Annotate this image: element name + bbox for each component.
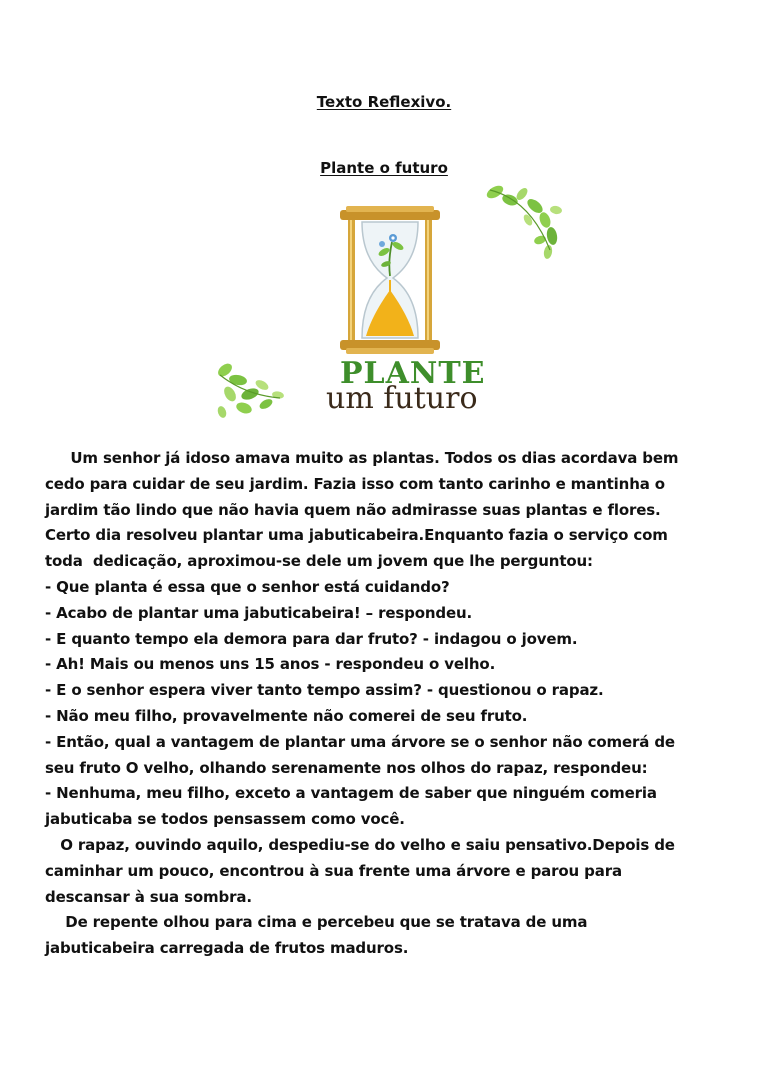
- story-line: cedo para cuidar de seu jardim. Fazia isso com tanto carinho e mantinha o: [45, 474, 665, 493]
- story-line: - Não meu filho, provavelmente não comerei de seu fruto.: [45, 706, 528, 725]
- story-text: [45, 446, 745, 962]
- story-line: Certo dia resolveu plantar uma jabuticabeira.Enquanto fazia o serviço com: [45, 526, 668, 545]
- story-line: seu fruto O velho, olhando serenamente nos olhos do rapaz, respondeu:: [45, 758, 648, 777]
- story-line: caminhar um pouco, encontrou à sua frente uma árvore e parou para: [45, 861, 622, 880]
- story-line: - E o senhor espera viver tanto tempo assim? - questionou o rapaz.: [45, 681, 604, 700]
- story-line: O rapaz, ouvindo aquilo, despediu-se do velho e saiu pensativo.Depois de: [45, 835, 675, 854]
- document-title: Texto Reflexivo.: [316, 93, 452, 111]
- story-line: jardim tão lindo que não havia quem não admirasse suas plantas e flores.: [45, 500, 661, 519]
- story-line: jabuticaba se todos pensassem como você.: [45, 810, 405, 829]
- document-subtitle: Plante o futuro: [320, 159, 448, 177]
- leaves-top-right-icon: [485, 183, 563, 259]
- story-line: toda dedicação, aproximou-se dele um jovem que lhe perguntou:: [45, 552, 593, 571]
- story-line: De repente olhou para cima e percebeu que se tratava de uma: [45, 913, 588, 932]
- logo-text-line2: um futuro: [326, 381, 478, 416]
- story-line: - Que planta é essa que o senhor está cuidando?: [45, 577, 450, 596]
- story-line: - Nenhuma, meu filho, exceto a vantagem de saber que ninguém comeria: [45, 784, 657, 803]
- story-line: - E quanto tempo ela demora para dar fruto? - indagou o jovem.: [45, 629, 578, 648]
- story-line: - Então, qual a vantagem de plantar uma árvore se o senhor não comerá de: [45, 732, 675, 751]
- story-line: descansar à sua sombra.: [45, 887, 252, 906]
- story-line: Um senhor já idoso amava muito as plantas. Todos os dias acordava bem: [45, 449, 679, 467]
- story-line: jabuticabeira carregada de frutos maduros.: [45, 939, 409, 958]
- logo-text-line1: PLANTE: [340, 356, 486, 391]
- story-line: - Acabo de plantar uma jabuticabeira! – respondeu.: [45, 603, 473, 622]
- plante-um-futuro-logo: [200, 180, 580, 430]
- story-line: - Ah! Mais ou menos uns 15 anos - respondeu o velho.: [45, 655, 496, 674]
- hourglass-icon: [340, 206, 440, 354]
- leaves-bottom-left-icon: [216, 361, 285, 419]
